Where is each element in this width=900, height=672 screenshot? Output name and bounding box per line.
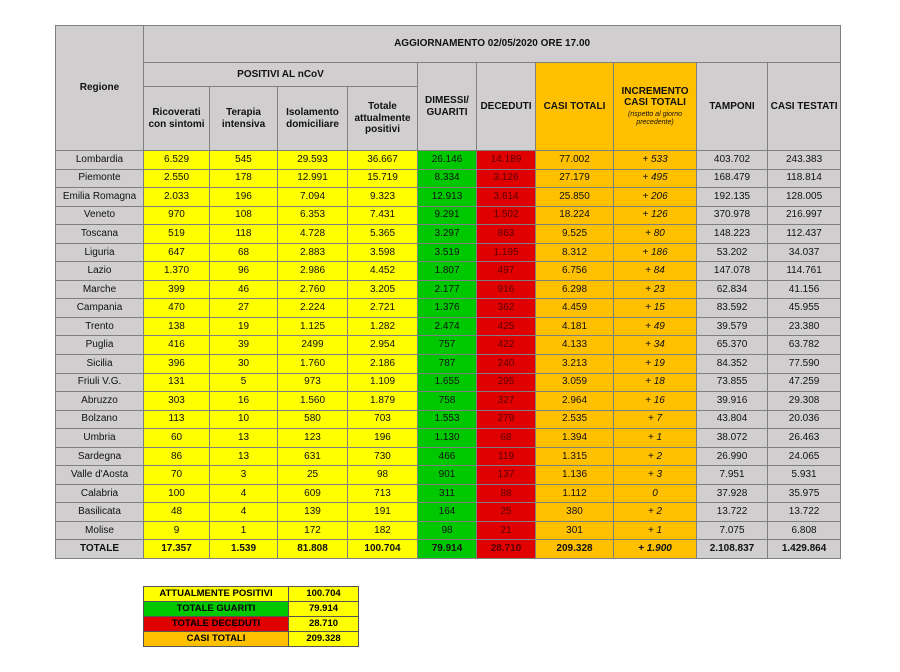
cell-terapia: 27 xyxy=(210,299,278,318)
cell-dimessi: 787 xyxy=(418,355,477,374)
cell-terapia: 10 xyxy=(210,410,278,429)
cell-testati: 243.383 xyxy=(768,151,841,170)
legend-value: 100.704 xyxy=(289,587,359,602)
total-row xyxy=(56,540,841,559)
cell-tamponi: 13.722 xyxy=(697,503,768,522)
cell-regione: Sicilia xyxy=(56,355,144,374)
cell-dimessi: 26.146 xyxy=(418,151,477,170)
cell-casi: 1.136 xyxy=(536,466,614,485)
cell-casi: 2.535 xyxy=(536,410,614,429)
cell-testati: 20.036 xyxy=(768,410,841,429)
cell-regione: Campania xyxy=(56,299,144,318)
cell-testati: 24.065 xyxy=(768,447,841,466)
cell-isolamento: 6.353 xyxy=(278,206,348,225)
table-row xyxy=(56,373,841,392)
cell-regione: Friuli V.G. xyxy=(56,373,144,392)
cell-isolamento: 172 xyxy=(278,521,348,540)
cell-tamponi: 39.916 xyxy=(697,392,768,411)
cell-regione: Sardegna xyxy=(56,447,144,466)
table-row xyxy=(56,447,841,466)
cell-terapia: 108 xyxy=(210,206,278,225)
cell-isolamento: 2499 xyxy=(278,336,348,355)
cell-terapia: 39 xyxy=(210,336,278,355)
cell-deceduti: 3.126 xyxy=(477,169,536,188)
cell-ricoverati: 60 xyxy=(144,429,210,448)
cell-regione: Molise xyxy=(56,521,144,540)
header-regione: Regione xyxy=(56,26,144,151)
cell-dimessi: 2.474 xyxy=(418,317,477,336)
cell-casi: 380 xyxy=(536,503,614,522)
cell-testati: 216.997 xyxy=(768,206,841,225)
cell-tamponi: 84.352 xyxy=(697,355,768,374)
cell-regione: Calabria xyxy=(56,484,144,503)
legend-row xyxy=(144,602,359,617)
cell-isolamento: 580 xyxy=(278,410,348,429)
cell-terapia: 16 xyxy=(210,392,278,411)
cell-dimessi: 1.376 xyxy=(418,299,477,318)
cell-casi: 6.298 xyxy=(536,280,614,299)
cell-terapia: 13 xyxy=(210,447,278,466)
cell-dimessi: 9.291 xyxy=(418,206,477,225)
cell-testati: 118.814 xyxy=(768,169,841,188)
legend-table xyxy=(143,586,359,647)
cell-totale: 5.365 xyxy=(348,225,418,244)
header-totale-positivi: Totale attualmente positivi xyxy=(348,87,418,151)
cell-totale: 182 xyxy=(348,521,418,540)
cell-incremento: + 49 xyxy=(614,317,697,336)
cell-dimessi: 1.807 xyxy=(418,262,477,281)
cell-totale: 2.721 xyxy=(348,299,418,318)
cell-totale: 191 xyxy=(348,503,418,522)
cell-deceduti: 295 xyxy=(477,373,536,392)
legend-label: CASI TOTALI xyxy=(144,632,289,647)
legend-row xyxy=(144,617,359,632)
cell-tamponi: 83.592 xyxy=(697,299,768,318)
cell-incremento: + 84 xyxy=(614,262,697,281)
cell-deceduti: 916 xyxy=(477,280,536,299)
cell-isolamento: 7.094 xyxy=(278,188,348,207)
header-update: AGGIORNAMENTO 02/05/2020 ORE 17.00 xyxy=(144,26,841,63)
cell-deceduti: 279 xyxy=(477,410,536,429)
cell-regione: Toscana xyxy=(56,225,144,244)
cell-tamponi: 43.804 xyxy=(697,410,768,429)
cell-totale: 3.205 xyxy=(348,280,418,299)
legend-label: ATTUALMENTE POSITIVI xyxy=(144,587,289,602)
cell-isolamento: 2.760 xyxy=(278,280,348,299)
cell-regione: Bolzano xyxy=(56,410,144,429)
cell-ricoverati: 303 xyxy=(144,392,210,411)
cell-incremento: + 533 xyxy=(614,151,697,170)
cell-casi: 8.312 xyxy=(536,243,614,262)
cell-regione: Basilicata xyxy=(56,503,144,522)
cell-ricoverati: 131 xyxy=(144,373,210,392)
cell-dimessi: 757 xyxy=(418,336,477,355)
cell-incremento: + 126 xyxy=(614,206,697,225)
header-terapia: Terapia intensiva xyxy=(210,87,278,151)
cell-totale: 703 xyxy=(348,410,418,429)
cell-incremento: + 1 xyxy=(614,429,697,448)
cell-dimessi: 12.913 xyxy=(418,188,477,207)
cell-ricoverati: 1.370 xyxy=(144,262,210,281)
cell-terapia: 19 xyxy=(210,317,278,336)
header-isolamento: Isolamento domiciliare xyxy=(278,87,348,151)
cell-deceduti: 240 xyxy=(477,355,536,374)
cell-isolamento: 2.986 xyxy=(278,262,348,281)
table-row xyxy=(56,410,841,429)
cell-dimessi: 1.553 xyxy=(418,410,477,429)
cell-terapia: 4 xyxy=(210,484,278,503)
cell-deceduti: 1.502 xyxy=(477,206,536,225)
cell-dimessi: 466 xyxy=(418,447,477,466)
cell-totale: 36.667 xyxy=(348,151,418,170)
cell-totale: 1.109 xyxy=(348,373,418,392)
cell-dimessi: 98 xyxy=(418,521,477,540)
cell-terapia: 4 xyxy=(210,503,278,522)
cell-dimessi: 311 xyxy=(418,484,477,503)
cell-isolamento: 1.760 xyxy=(278,355,348,374)
legend-row xyxy=(144,587,359,602)
cell-incremento: + 34 xyxy=(614,336,697,355)
cell-ricoverati: 470 xyxy=(144,299,210,318)
cell-totale: 9.323 xyxy=(348,188,418,207)
cell-testati: 47.259 xyxy=(768,373,841,392)
covid-region-table xyxy=(55,25,841,559)
cell-terapia: 30 xyxy=(210,355,278,374)
cell-ricoverati: 2.550 xyxy=(144,169,210,188)
cell-isolamento: 25 xyxy=(278,466,348,485)
cell-casi: 1.394 xyxy=(536,429,614,448)
cell-dimessi: 3.297 xyxy=(418,225,477,244)
cell-deceduti: 362 xyxy=(477,299,536,318)
cell-casi: 9.525 xyxy=(536,225,614,244)
cell-totale: 7.431 xyxy=(348,206,418,225)
cell-incremento: + 19 xyxy=(614,355,697,374)
cell-casi: 209.328 xyxy=(536,540,614,559)
cell-tamponi: 7.951 xyxy=(697,466,768,485)
cell-testati: 6.808 xyxy=(768,521,841,540)
cell-casi: 301 xyxy=(536,521,614,540)
cell-regione: Abruzzo xyxy=(56,392,144,411)
legend-row xyxy=(144,632,359,647)
cell-isolamento: 81.808 xyxy=(278,540,348,559)
cell-dimessi: 164 xyxy=(418,503,477,522)
cell-tamponi: 26.990 xyxy=(697,447,768,466)
cell-casi: 25.850 xyxy=(536,188,614,207)
cell-casi: 4.459 xyxy=(536,299,614,318)
cell-deceduti: 25 xyxy=(477,503,536,522)
cell-deceduti: 137 xyxy=(477,466,536,485)
cell-tamponi: 370.978 xyxy=(697,206,768,225)
cell-regione: Valle d'Aosta xyxy=(56,466,144,485)
cell-deceduti: 14.189 xyxy=(477,151,536,170)
cell-incremento: + 206 xyxy=(614,188,697,207)
cell-regione: Trento xyxy=(56,317,144,336)
legend-value: 79.914 xyxy=(289,602,359,617)
cell-isolamento: 1.560 xyxy=(278,392,348,411)
cell-terapia: 196 xyxy=(210,188,278,207)
cell-tamponi: 7.075 xyxy=(697,521,768,540)
cell-dimessi: 901 xyxy=(418,466,477,485)
cell-totale: 3.598 xyxy=(348,243,418,262)
cell-tamponi: 147.078 xyxy=(697,262,768,281)
cell-terapia: 46 xyxy=(210,280,278,299)
cell-casi: 2.964 xyxy=(536,392,614,411)
cell-terapia: 1.539 xyxy=(210,540,278,559)
cell-terapia: 545 xyxy=(210,151,278,170)
table-row xyxy=(56,262,841,281)
table-row xyxy=(56,299,841,318)
cell-regione: TOTALE xyxy=(56,540,144,559)
cell-terapia: 178 xyxy=(210,169,278,188)
table-row xyxy=(56,169,841,188)
cell-deceduti: 21 xyxy=(477,521,536,540)
cell-deceduti: 119 xyxy=(477,447,536,466)
table-row xyxy=(56,151,841,170)
cell-deceduti: 863 xyxy=(477,225,536,244)
cell-terapia: 1 xyxy=(210,521,278,540)
header-casi-testati: CASI TESTATI xyxy=(768,63,841,151)
cell-totale: 4.452 xyxy=(348,262,418,281)
cell-incremento: 0 xyxy=(614,484,697,503)
cell-tamponi: 62.834 xyxy=(697,280,768,299)
cell-casi: 27.179 xyxy=(536,169,614,188)
cell-regione: Lombardia xyxy=(56,151,144,170)
table-row xyxy=(56,206,841,225)
header-deceduti: DECEDUTI xyxy=(477,63,536,151)
header-tamponi: TAMPONI xyxy=(697,63,768,151)
cell-casi: 4.133 xyxy=(536,336,614,355)
cell-incremento: + 16 xyxy=(614,392,697,411)
header-incremento-note: (rispetto al giorno precedente) xyxy=(627,110,683,126)
header-casi-totali: CASI TOTALI xyxy=(536,63,614,151)
cell-tamponi: 148.223 xyxy=(697,225,768,244)
cell-ricoverati: 70 xyxy=(144,466,210,485)
table-row xyxy=(56,503,841,522)
cell-incremento: + 495 xyxy=(614,169,697,188)
cell-isolamento: 2.883 xyxy=(278,243,348,262)
cell-regione: Emilia Romagna xyxy=(56,188,144,207)
cell-isolamento: 12.991 xyxy=(278,169,348,188)
cell-dimessi: 79.914 xyxy=(418,540,477,559)
cell-testati: 34.037 xyxy=(768,243,841,262)
cell-casi: 6.756 xyxy=(536,262,614,281)
cell-ricoverati: 416 xyxy=(144,336,210,355)
legend-body xyxy=(144,587,359,647)
legend-value: 209.328 xyxy=(289,632,359,647)
cell-testati: 35.975 xyxy=(768,484,841,503)
cell-ricoverati: 100 xyxy=(144,484,210,503)
cell-testati: 45.955 xyxy=(768,299,841,318)
cell-dimessi: 1.130 xyxy=(418,429,477,448)
cell-testati: 128.005 xyxy=(768,188,841,207)
cell-tamponi: 192.135 xyxy=(697,188,768,207)
cell-ricoverati: 48 xyxy=(144,503,210,522)
header-ricoverati: Ricoverati con sintomi xyxy=(144,87,210,151)
cell-casi: 1.315 xyxy=(536,447,614,466)
cell-regione: Umbria xyxy=(56,429,144,448)
cell-tamponi: 403.702 xyxy=(697,151,768,170)
cell-incremento: + 80 xyxy=(614,225,697,244)
cell-terapia: 68 xyxy=(210,243,278,262)
cell-deceduti: 68 xyxy=(477,429,536,448)
cell-ricoverati: 647 xyxy=(144,243,210,262)
cell-ricoverati: 86 xyxy=(144,447,210,466)
cell-deceduti: 327 xyxy=(477,392,536,411)
cell-casi: 3.059 xyxy=(536,373,614,392)
cell-testati: 63.782 xyxy=(768,336,841,355)
cell-isolamento: 29.593 xyxy=(278,151,348,170)
cell-ricoverati: 9 xyxy=(144,521,210,540)
cell-testati: 13.722 xyxy=(768,503,841,522)
cell-tamponi: 73.855 xyxy=(697,373,768,392)
cell-incremento: + 18 xyxy=(614,373,697,392)
header-incremento-label: INCREMENTO CASI TOTALI xyxy=(621,85,689,109)
cell-testati: 29.308 xyxy=(768,392,841,411)
cell-totale: 1.282 xyxy=(348,317,418,336)
cell-tamponi: 168.479 xyxy=(697,169,768,188)
cell-testati: 41.156 xyxy=(768,280,841,299)
cell-testati: 23.380 xyxy=(768,317,841,336)
cell-testati: 5.931 xyxy=(768,466,841,485)
cell-tamponi: 2.108.837 xyxy=(697,540,768,559)
cell-totale: 15.719 xyxy=(348,169,418,188)
table-row xyxy=(56,225,841,244)
cell-incremento: + 1.900 xyxy=(614,540,697,559)
cell-regione: Piemonte xyxy=(56,169,144,188)
cell-testati: 112.437 xyxy=(768,225,841,244)
cell-deceduti: 422 xyxy=(477,336,536,355)
table-row xyxy=(56,317,841,336)
cell-dimessi: 3.519 xyxy=(418,243,477,262)
cell-dimessi: 1.655 xyxy=(418,373,477,392)
cell-isolamento: 4.728 xyxy=(278,225,348,244)
cell-tamponi: 65.370 xyxy=(697,336,768,355)
cell-ricoverati: 138 xyxy=(144,317,210,336)
cell-totale: 2.954 xyxy=(348,336,418,355)
cell-ricoverati: 113 xyxy=(144,410,210,429)
legend-value: 28.710 xyxy=(289,617,359,632)
table-row xyxy=(56,392,841,411)
cell-incremento: + 1 xyxy=(614,521,697,540)
table-row xyxy=(56,336,841,355)
cell-deceduti: 1.195 xyxy=(477,243,536,262)
cell-deceduti: 3.614 xyxy=(477,188,536,207)
cell-deceduti: 497 xyxy=(477,262,536,281)
cell-testati: 1.429.864 xyxy=(768,540,841,559)
table-row xyxy=(56,466,841,485)
cell-totale: 713 xyxy=(348,484,418,503)
cell-ricoverati: 17.357 xyxy=(144,540,210,559)
table-row xyxy=(56,355,841,374)
cell-regione: Puglia xyxy=(56,336,144,355)
cell-tamponi: 39.579 xyxy=(697,317,768,336)
cell-testati: 26.463 xyxy=(768,429,841,448)
cell-ricoverati: 396 xyxy=(144,355,210,374)
table-row xyxy=(56,243,841,262)
cell-casi: 1.112 xyxy=(536,484,614,503)
cell-isolamento: 973 xyxy=(278,373,348,392)
legend-label: TOTALE GUARITI xyxy=(144,602,289,617)
cell-totale: 2.186 xyxy=(348,355,418,374)
header-dimessi: DIMESSI/ GUARITI xyxy=(418,63,477,151)
cell-tamponi: 38.072 xyxy=(697,429,768,448)
cell-deceduti: 425 xyxy=(477,317,536,336)
cell-incremento: + 2 xyxy=(614,447,697,466)
legend-label: TOTALE DECEDUTI xyxy=(144,617,289,632)
cell-totale: 98 xyxy=(348,466,418,485)
cell-tamponi: 53.202 xyxy=(697,243,768,262)
cell-totale: 100.704 xyxy=(348,540,418,559)
cell-isolamento: 631 xyxy=(278,447,348,466)
cell-casi: 18.224 xyxy=(536,206,614,225)
cell-terapia: 3 xyxy=(210,466,278,485)
cell-totale: 1.879 xyxy=(348,392,418,411)
cell-regione: Lazio xyxy=(56,262,144,281)
cell-deceduti: 28.710 xyxy=(477,540,536,559)
header-positivi-group: POSITIVI AL nCoV xyxy=(144,63,418,87)
table-body xyxy=(56,151,841,559)
table-row xyxy=(56,429,841,448)
cell-dimessi: 8.334 xyxy=(418,169,477,188)
cell-ricoverati: 6.529 xyxy=(144,151,210,170)
cell-totale: 196 xyxy=(348,429,418,448)
cell-isolamento: 139 xyxy=(278,503,348,522)
cell-isolamento: 609 xyxy=(278,484,348,503)
cell-ricoverati: 519 xyxy=(144,225,210,244)
cell-testati: 114.761 xyxy=(768,262,841,281)
cell-isolamento: 2.224 xyxy=(278,299,348,318)
cell-incremento: + 15 xyxy=(614,299,697,318)
cell-dimessi: 758 xyxy=(418,392,477,411)
cell-incremento: + 23 xyxy=(614,280,697,299)
cell-regione: Marche xyxy=(56,280,144,299)
table-row xyxy=(56,280,841,299)
cell-regione: Liguria xyxy=(56,243,144,262)
cell-terapia: 118 xyxy=(210,225,278,244)
table-row xyxy=(56,188,841,207)
table-row xyxy=(56,521,841,540)
cell-incremento: + 7 xyxy=(614,410,697,429)
cell-deceduti: 88 xyxy=(477,484,536,503)
cell-ricoverati: 2.033 xyxy=(144,188,210,207)
cell-casi: 4.181 xyxy=(536,317,614,336)
cell-testati: 77.590 xyxy=(768,355,841,374)
table-row xyxy=(56,484,841,503)
cell-dimessi: 2.177 xyxy=(418,280,477,299)
cell-totale: 730 xyxy=(348,447,418,466)
cell-regione: Veneto xyxy=(56,206,144,225)
cell-incremento: + 3 xyxy=(614,466,697,485)
header-incremento xyxy=(614,63,697,151)
cell-terapia: 96 xyxy=(210,262,278,281)
cell-ricoverati: 399 xyxy=(144,280,210,299)
cell-isolamento: 1.125 xyxy=(278,317,348,336)
cell-terapia: 5 xyxy=(210,373,278,392)
cell-incremento: + 186 xyxy=(614,243,697,262)
cell-isolamento: 123 xyxy=(278,429,348,448)
cell-ricoverati: 970 xyxy=(144,206,210,225)
cell-incremento: + 2 xyxy=(614,503,697,522)
cell-tamponi: 37.928 xyxy=(697,484,768,503)
cell-terapia: 13 xyxy=(210,429,278,448)
cell-casi: 3.213 xyxy=(536,355,614,374)
cell-casi: 77.002 xyxy=(536,151,614,170)
